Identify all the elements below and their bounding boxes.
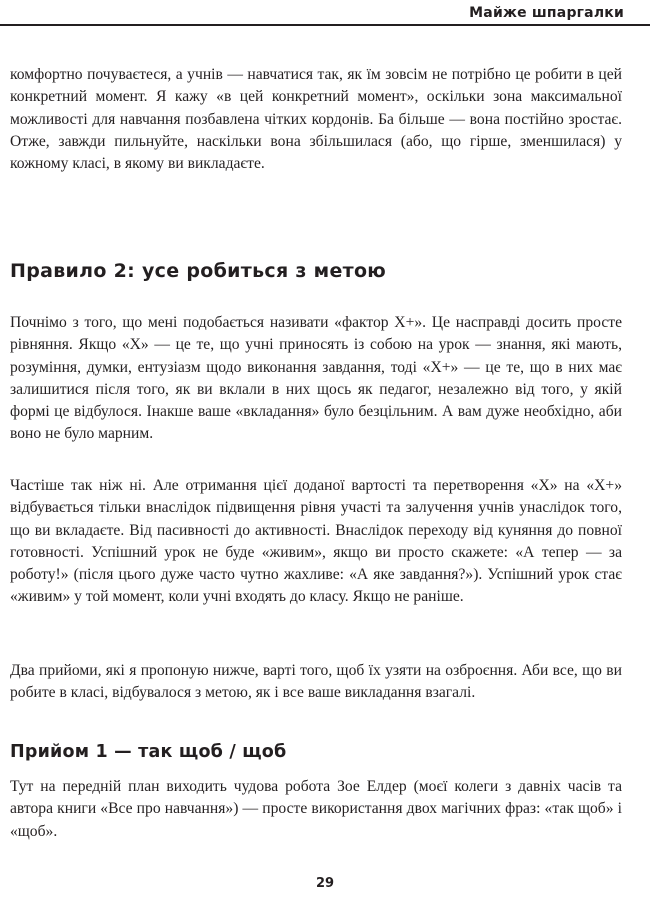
paragraph: Два прийоми, які я пропоную нижче, варті того, щоб їх узяти на озброєння. Аби все, що ви робите в класі, відбувалося з метою, як і все ваше викладання взагалі. (10, 662, 622, 702)
paragraph: Почнімо з того, що мені подобається називати «фактор Х+». Це насправді досить просте рівняння. Якщо «Х» — це те, що учні приносять із собою на урок — знання, які мають, розуміння, думки, ентузіазм щодо виконання завдання, тоді «Х+» — це те, що в них має залишитися після того, як ви вклали в них щось як педагог, незалежно від того, у якій формі це відбулося. Інакше ваше «вкладання» було безцільним. А вам дуже необхідно, аби воно не було марним. (10, 314, 622, 443)
header-rule (0, 24, 650, 26)
running-head: Майже шпаргалки (469, 5, 624, 21)
page-number: 29 (315, 876, 335, 891)
paragraph-continued: комфортно почуваєтеся, а учнів — навчатися так, як їм зовсім не потрібно це робити в цей конкретний момент. Я кажу «в цей конкретний момент», оскільки зона максимальної можливості для навчання позбавлена чітких кордонів. Ба більше — вона постійно зростає. Отже, завжди пильнуйте, наскільки вона збільшилася (або, що гірше, зменшилася) у кожному класі, в якому ви викладаєте. (10, 66, 622, 173)
paragraph: Тут на передній план виходить чудова робота Зое Елдер (моєї колеги з давніх часів та автора книги «Все про навчання») — просте використання двох магічних фраз: «так щоб» і «щоб». (10, 778, 622, 840)
paragraph: Частіше так ніж ні. Але отримання цієї доданої вартості та перетворення «Х» на «Х+» відбувається тільки внаслідок підвищення рівня участі та залучення учнів унаслідок того, що ви вкладаєте. Від пасивності до активності. Внаслідок переходу від куняння до повної готовності. Успішний урок не буде «живим», якщо ви просто скажете: «А тепер — за роботу!» (після цього дуже часто чутно жахливе: «А яке завдання?»). Успішний урок стає «живим» у той момент, коли учні входять до класу. Якщо не раніше. (10, 477, 622, 606)
section-heading: Правило 2: усе робиться з метою (10, 260, 387, 282)
subsection-heading: Прийом 1 — так щоб / щоб (10, 742, 287, 762)
